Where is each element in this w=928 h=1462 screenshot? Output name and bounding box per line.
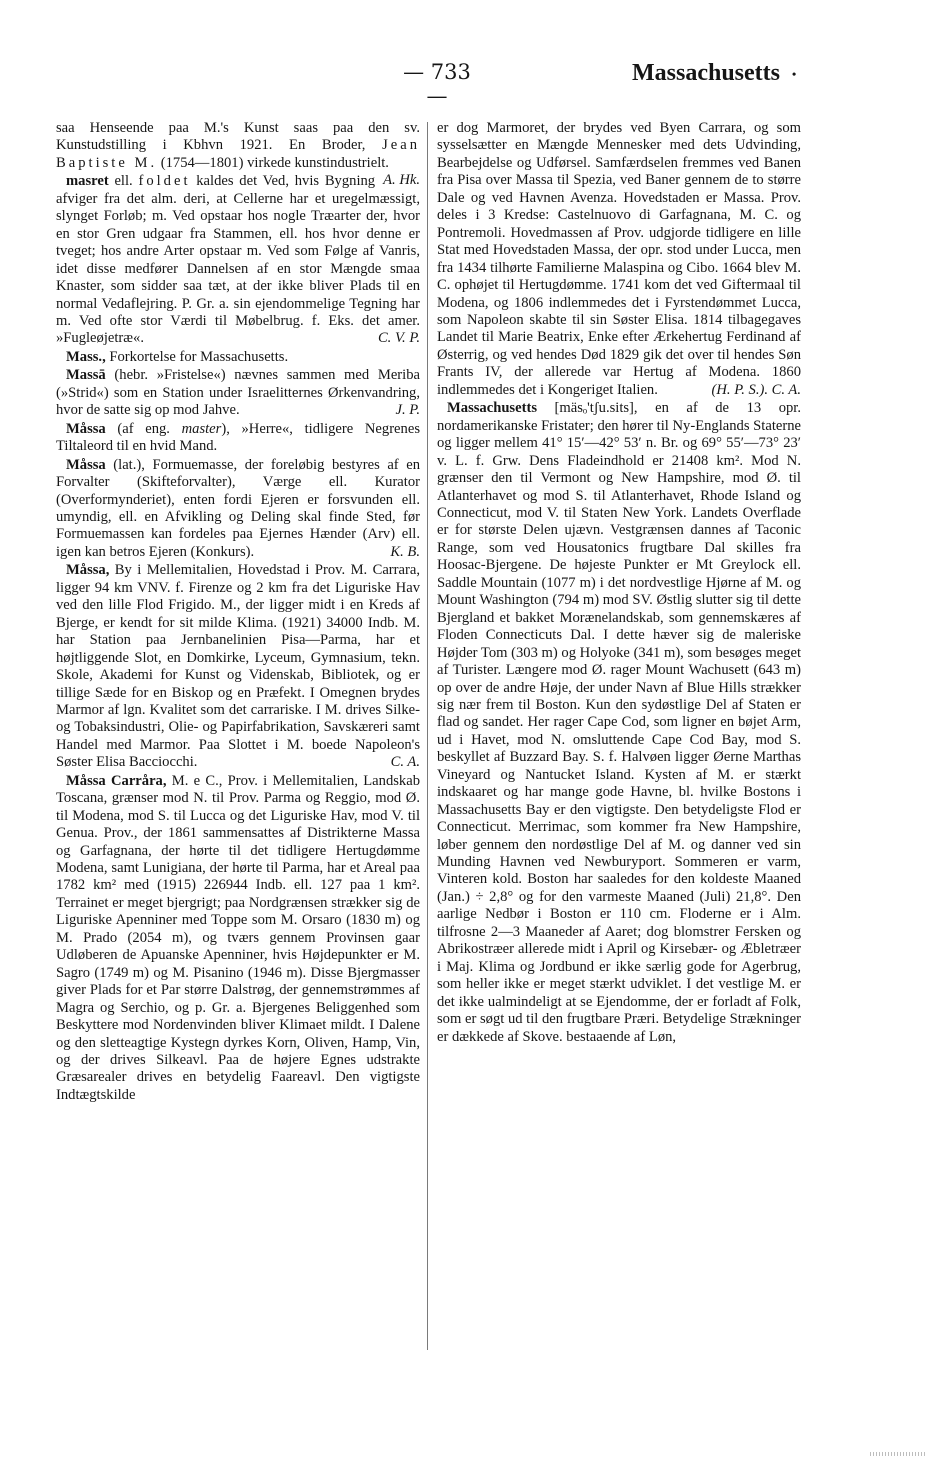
- entry-spaced-term: foldet: [138, 173, 191, 190]
- entry-text-rest: ), »Herre«, tidligere Negrenes Tiltaleord til en hvid Mand.: [56, 420, 420, 455]
- header-mark: •: [792, 66, 797, 81]
- entry-headword: Måssa: [66, 420, 106, 437]
- running-head-title: Massachusetts: [632, 60, 780, 86]
- entry-headword: Massachusetts: [447, 400, 537, 417]
- entry-text: By i Mellemitalien, Hovedstad i Prov. M. Carrara, ligger 94 km VNV. f. Firenze og 2 km fra det Liguriske Hav ved den lille Flod Frigido. M., der ligger midt i en Kreds af Bjerge, er kendt for sit milde Klima. (1921) 34000 Indb. M. har Station paa Jernbanelinien Pisa—Parma, har et højtliggende Slot, en Domkirke, Lyceum, Gymnasium, tekn. Skole, Akademi for Kunst og Videnskab, Bibliotek, og er tillige Sæde for en Biskop og en Præfekt. I Omegnen brydes Marmor af lgn. Kvalitet som det carrariske. I M. drives Silke- og Tobaksindustri, Olie- og Papirfabrikation, Savskæreri samt Handel med Marmor. Paa Slottet i M. boede Napoleon's Søster Elisa Bacciocchi.: [56, 562, 420, 771]
- entry-text-rest: (1754—1801) virkede kunstindustrielt.: [157, 154, 389, 171]
- entry-headword: masret: [66, 173, 109, 190]
- entry-headword: Måssa,: [66, 562, 110, 579]
- entry-massa-city: [56, 562, 420, 771]
- entry-headword: Måssa Carråra,: [66, 772, 167, 789]
- entry-text: er dog Marmoret, der brydes ved Byen Carrara, og som sysselsætter en Mængde Mennesker med dets Udvinding, Bearbejdelse og Udførsel. Samfærdselen fremmes ved Banen fra Pisa over Massa til Spezia, ved Baner gennem de to større Dale og ved Havnen Avenza. Hovedstaden er Massa. Prov. deles i 3 Kredse: Castelnuovo di Garfagnana, M. C. og Pontremoli. Hovedmassen af Prov. udgjorde tidligere en lille Stat med Hovedstaden Massa, der opr. stod under Lucca, men fra 1434 tilhørte Familierne Malaspina og Cibo. 1664 blev M. C. ophøjet til Hertugdømme. 1741 kom det ved Giftermaal til Modena, og 1806 indlemmedes det i Fyrstendømmet Lucca, som Napoleon skabte til sin Søster Elisa. 1814 tilbagegaves Landet til Marie Beatrix, Enke efter Ærkehertug Ferdinand af Østerrig, og ved hendes Død 1829 gik det over til hendes Søn Frants IV, der allerede var Hertug af Modena. 1860 indlemmedes det i Kongeriget Italien.: [437, 120, 801, 398]
- entry-text: saa Henseende paa M.'s Kunst saas paa den sv. Kunstudstilling i Kbhvn 1921. En Broder,: [56, 120, 420, 154]
- entry-massa-carrara-continued: [437, 120, 801, 399]
- entry-text: [mäsₒ'tʃu.sits], en af de 13 opr. nordamerikanske Fristater; den hører til Ny-Englands Staterne og ligger mellem 41° 15′—42° 53′ n. Br. og 69° 55′—73° 23′ v. L. f. Grw. Dens Fladeindhold er 21408 km². Mod N. grænser den til Vermont og New Hampshire, mod Ø. til Atlanterhavet og mod S. til Atlanterhavet, Rhode Island og Connecticut, mod V. til Staten New York. Landets Overflade er for største Delen ujævn. Vestgrænsen dannes af Taconic Range, som ved Housatonics frugtbare Dal skilles fra Hoosac-Bjergene. De højeste Punkter er Mt Greylock ell. Saddle Mountain (1077 m) i det nordvestlige Hjørne af M. og Mount Washington (794 m) mod SV. Østlig slutter sig til dette Bjergland et bakket Morænelandskab, som gennemskæres af Floden Connecticuts Dal. I dette hæver sig de maleriske Højder Tom (303 m) og Holyoke (341 m), som besøges meget af Turister. Længere mod Ø. rager Mount Wachusett (643 m) op over de andre Høje, der under Navn af Blue Hills strækker sig nær frem til Boston. Kun den sydøstlige Del af Staten er flad og sandet. Her rager Cape Cod, som ligner en bøjet Arm, ud i Havet, mod N. omsluttende Cape Cod Bay, mod S. beskyllet af Buzzard Bay. S. f. Halvøen ligger Øerne Marthas Vineyard og Nantucket Island. Kysten af M. er stærkt indskaaret og har mange gode Havne, bl. hvilke Bostons i Massachusetts Bay er den vigtigste. Den betydeligste Flod er Connecticut. Merrimac, som kommer fra New Hampshire, løber gennem den nordøstlige Del af M. og danner ved sin Munding Havnen ved Newburyport. Sommeren er varm, Vinteren kold. Boston har saaledes for den koldeste Maaned (Jan.) ÷ 2,8° og for den varmeste Maaned (Juli) 21,8°. Den aarlige Nedbør i Boston er 110 cm. Floderne er i Alm. tilfrosne 2—3 Maaneder af Aaret; dog blomstrer Fersken og Abrikostræer allerede midt i April og Kirsebær- og Æbletræer i Maj. Klima og Jordbund er ikke særlig gode for Agerbrug, som heller ikke er meget stærkt udviklet. I det vestlige M. er det ikke ualmindeligt at se Ejendomme, der er forladt af Folk, som er søgt ud til den frugtbare Præri. Betydelige Strækninger er dækkede af Skove. bestaaende af Løn,: [437, 400, 801, 1045]
- entry-massa-carrara: [56, 773, 420, 1105]
- entry-signature: C. A.: [390, 754, 420, 771]
- entry-signature: (H. P. S.). C. A.: [711, 381, 801, 398]
- entry-text-pre: ell.: [108, 173, 139, 190]
- left-column: [56, 120, 420, 1105]
- entry-signature: J. P.: [395, 402, 420, 419]
- column-divider: [427, 122, 428, 1350]
- running-head: [632, 60, 796, 87]
- entry-headword: Massā: [66, 367, 106, 384]
- entry-massachusetts: [437, 400, 801, 1046]
- entry-signature: K. B.: [390, 543, 420, 560]
- page-number: — 733 —: [403, 60, 471, 108]
- entry-mass: [56, 349, 420, 366]
- entry-text: kaldes det Ved, hvis Bygning afviger fra det alm. deri, at Cellerne har et uregelmæssigt, slynget Forløb; m. Ved opstaar hos nogle Træarter der, hvor en stor Gren udgaar fra Stammen, ell. hos hvor denne er tveget; hos andre Arter opstaar m. Ved som Følge af Vanris, idet disse medfører Dannelsen af en stor Mængde smaa Knaster, som sidder saa tæt, at der ikke bliver Plads til en normal Vedaflejring. P. Gr. a. sin ejendommelige Tegning har m. Ved ofte stor Værdi til Møbelbrug. f. Eks. det amer. »Fugleøjetræ«.: [56, 173, 420, 347]
- right-column: [437, 120, 801, 1047]
- entry-massa-lat: [56, 457, 420, 562]
- entry-text: Forkortelse for Massachusetts.: [105, 348, 289, 365]
- page-header: [0, 60, 928, 108]
- scan-speckle: [870, 1452, 926, 1456]
- entry-headword: Måssa: [66, 456, 106, 473]
- entry-masret: [56, 173, 420, 348]
- entry-signature: C. V. P.: [377, 330, 420, 347]
- entry-italic-word: master: [181, 420, 222, 437]
- entry-text: (hebr. »Fristelse«) nævnes sammen med Meriba (»Strid«) som en Station under Israelitternes Ørkenvandring, hvor de satte sig op mod Jahve.: [56, 367, 420, 419]
- entry-text: (af eng.: [105, 420, 182, 437]
- entry-massa-hebr: [56, 367, 420, 419]
- entry-spaced-name: Jean Baptiste M.: [56, 137, 420, 171]
- entry-signature: A. Hk.: [383, 172, 420, 189]
- entry-massa-eng: [56, 421, 420, 456]
- entry-text: (lat.), Formuemasse, der foreløbig bestyres af en Forvalter (Skifteforvalter), Værge ell. Kurator (Overformynderiet), enten fordi Ejeren er forsvunden ell. umyndig, ell. en Afvikling og Deling skal finde Sted, før Formuemassen kan fordeles paa Ejernes Hænder (Arv) ell. igen kan betros Ejeren (Konkurs).: [56, 456, 420, 560]
- entry-headword: Mass.,: [66, 348, 106, 365]
- entry-text: M. e C., Prov. i Mellemitalien, Landskab Toscana, grænser mod N. til Prov. Parma og Reggio, mod Ø. til Modena, mod S. til Lucca og det Liguriske Hav, mod V. til Genua. Prov., der 1861 sammensattes af Distrikterne Massa og Garfagnana, der hørte til det tidligere Hertugdømme Modena, samt Lunigiana, der hørte til Parma, har et Areal paa 1782 km² med (1915) 226944 Indb. ell. 127 paa 1 km². Terrainet er meget bjergrigt; paa Nordgrænsen strækker sig de Liguriske Apenniner med Toppe som M. Orsaro (1830 m) og M. Prado (2054 m), og tværs gennem Provinsen gaar Udløberen de Apuanske Apenniner, hvis Højdepunkter er M. Sagro (1749 m) og M. Pisanino (1946 m). Disse Bjergmasser giver Plads for et Par større Dalstrøg, der gennemstrømmes af Magra og Serchio, og p. Gr. a. Bjergenes Beliggenhed som Beskyttere mod Nordenvinden bliver Klimaet mildt. I Dalene og den sletteagtige Kystegn dyrkes Korn, Oliven, Hamp, Vin, og der drives Silkeavl. Paa de højere Egnes udstrakte Græsarealer drives en betydelig Faareavl. Den vigtigste Indtægtskilde: [56, 772, 420, 1103]
